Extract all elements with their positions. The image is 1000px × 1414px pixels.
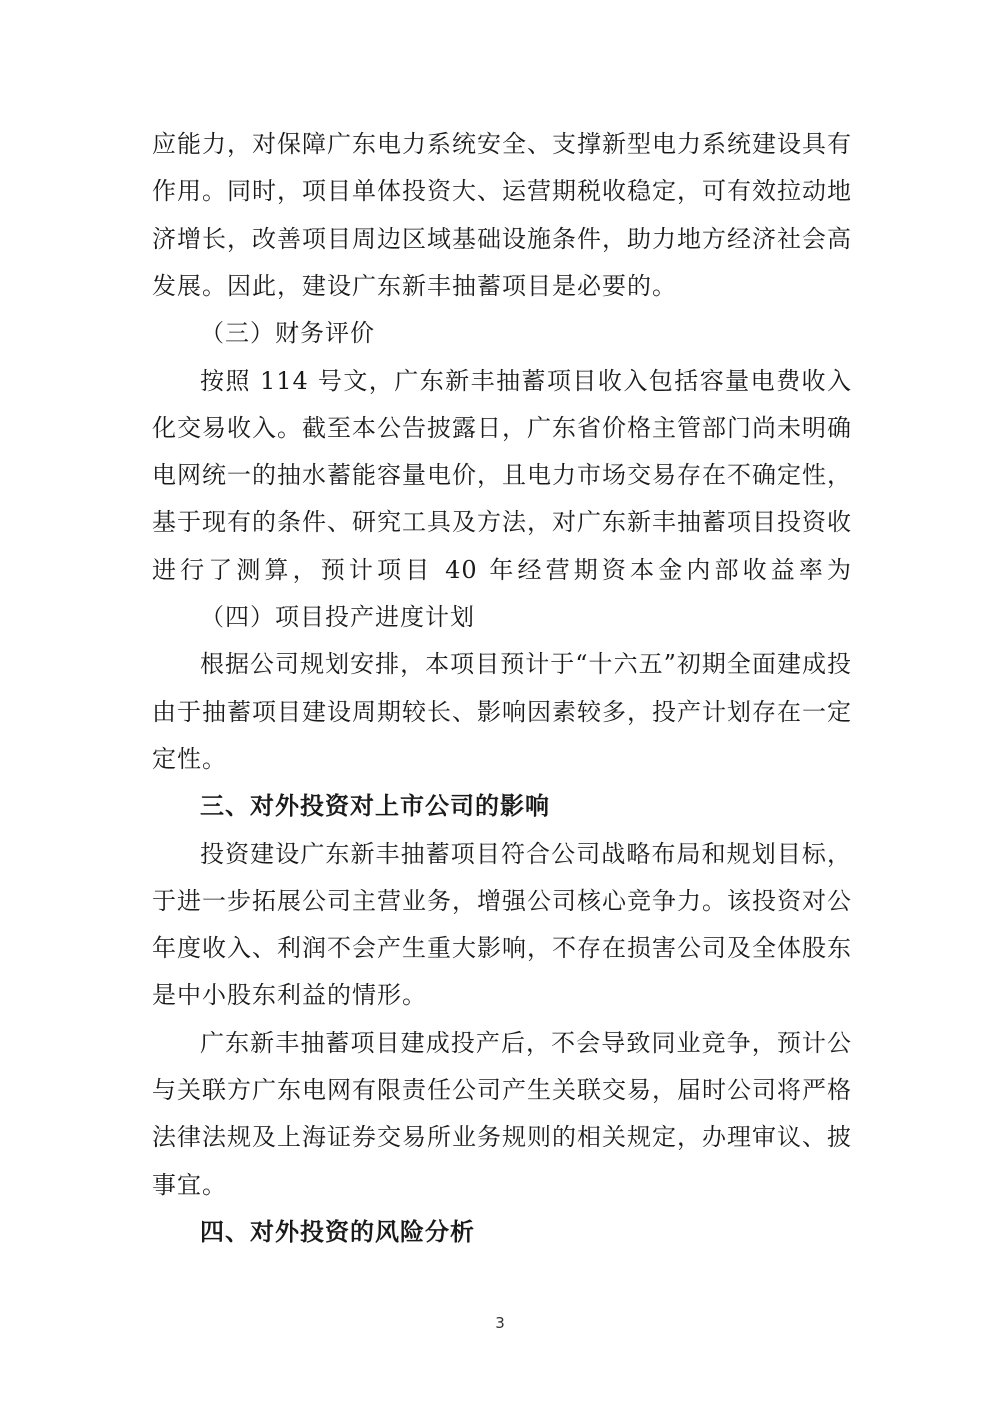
section-heading: 三、对外投资对上市公司的影响 bbox=[200, 792, 550, 821]
subsection-heading: （三）财务评价 bbox=[200, 319, 375, 348]
text-line: 按照 114 号文，广东新丰抽蓄项目收入包括容量电费收入 bbox=[200, 366, 852, 395]
text-line: 定性。 bbox=[152, 744, 227, 773]
text-line: 于进一步拓展公司主营业务，增强公司核心竞争力。该投资对公 bbox=[152, 886, 852, 915]
text-line: 广东新丰抽蓄项目建成投产后，不会导致同业竞争，预计公 bbox=[200, 1028, 852, 1057]
text-line: 与关联方广东电网有限责任公司产生关联交易，届时公司将严格 bbox=[152, 1076, 852, 1104]
text-line: 化交易收入。截至本公告披露日，广东省价格主管部门尚未明确 bbox=[152, 413, 852, 442]
text-line: 发展。因此，建设广东新丰抽蓄项目是必要的。 bbox=[152, 271, 677, 300]
subsection-heading: （四）项目投产进度计划 bbox=[200, 603, 475, 631]
page-number: 3 bbox=[495, 1314, 505, 1332]
text-line: 是中小股东利益的情形。 bbox=[152, 981, 427, 1010]
text-line: 投资建设广东新丰抽蓄项目符合公司战略布局和规划目标， bbox=[200, 839, 852, 868]
text-line: 由于抽蓄项目建设周期较长、影响因素较多，投产计划存在一定 bbox=[152, 697, 852, 726]
text-line: 济增长，改善项目周边区域基础设施条件，助力地方经济社会高 bbox=[152, 224, 852, 253]
text-line: 事宜。 bbox=[152, 1170, 227, 1199]
text-line: 电网统一的抽水蓄能容量电价，且电力市场交易存在不确定性， bbox=[152, 461, 852, 490]
text-line: 法律法规及上海证券交易所业务规则的相关规定，办理审议、披 bbox=[152, 1123, 852, 1152]
section-heading: 四、对外投资的风险分析 bbox=[200, 1217, 475, 1246]
text-line: 根据公司规划安排，本项目预计于“十六五”初期全面建成投 bbox=[200, 650, 852, 679]
text-line: 作用。同时，项目单体投资大、运营期税收稳定，可有效拉动地 bbox=[152, 177, 852, 206]
text-line: 进行了测算，预计项目 40 年经营期资本金内部收益率为 bbox=[152, 555, 852, 584]
text-line: 应能力，对保障广东电力系统安全、支撑新型电力系统建设具有 bbox=[152, 130, 852, 158]
text-line: 基于现有的条件、研究工具及方法，对广东新丰抽蓄项目投资收 bbox=[152, 508, 852, 537]
text-line: 年度收入、利润不会产生重大影响，不存在损害公司及全体股东 bbox=[152, 934, 852, 963]
